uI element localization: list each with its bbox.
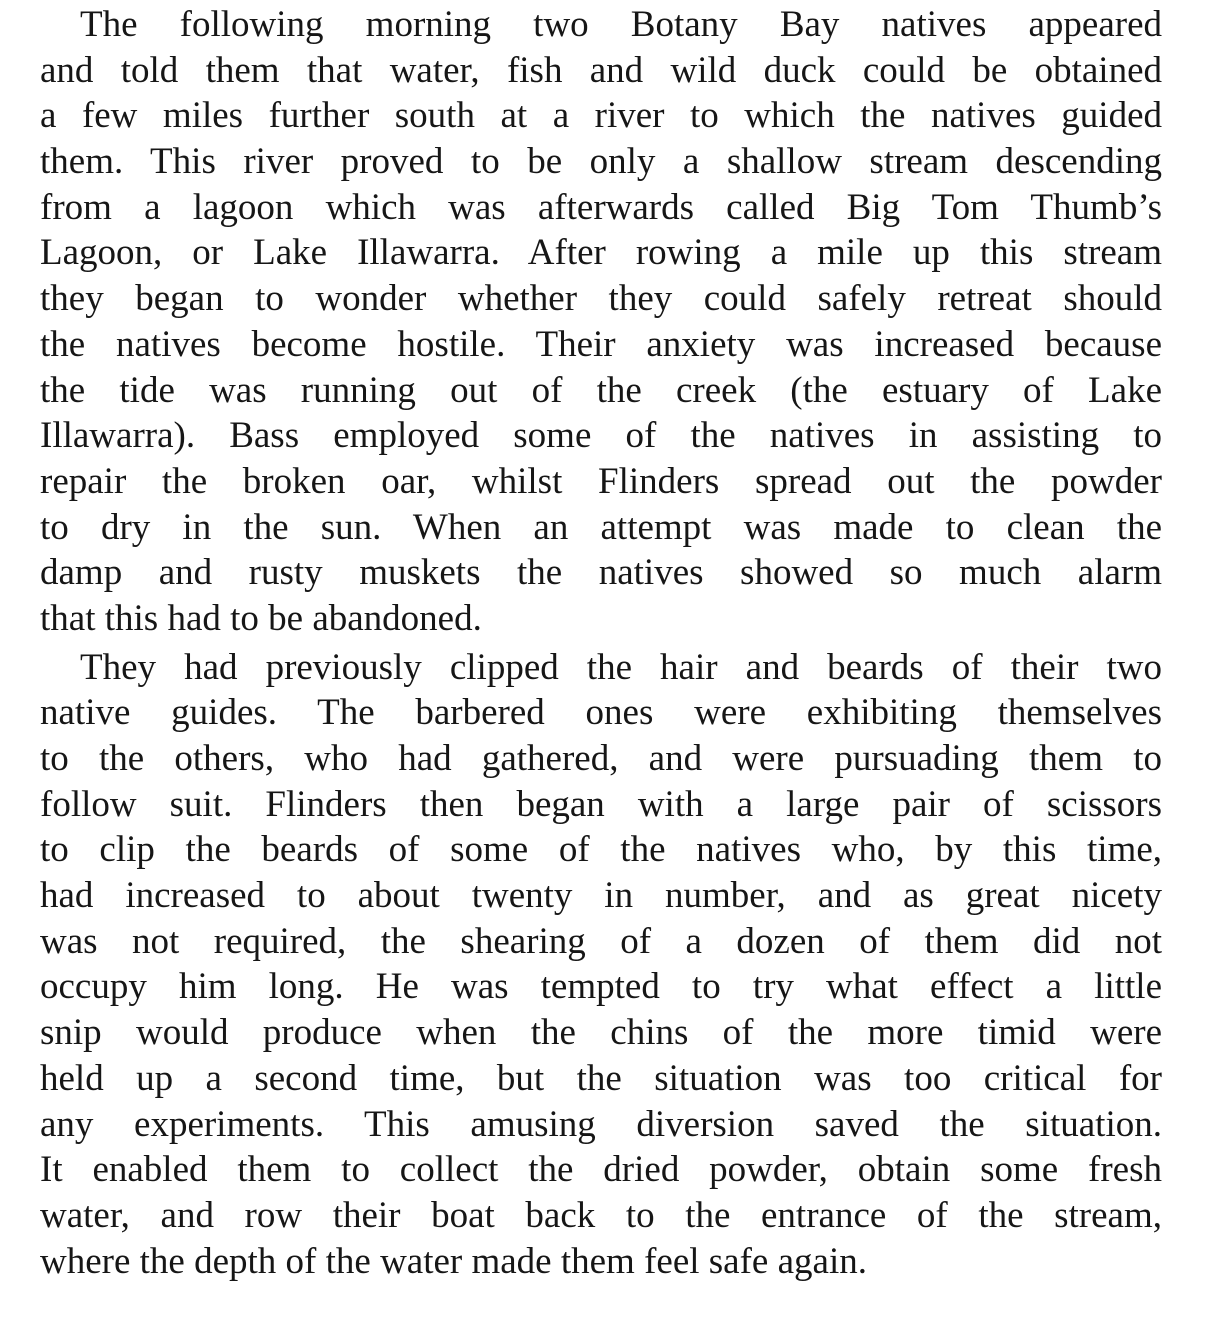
- text-line: any experiments. This amusing diversion saved the situation.: [40, 1103, 1162, 1145]
- text-line: to the others, who had gathered, and were pursuading them to: [40, 738, 1162, 779]
- text-line: native guides. The barbered ones were exhibiting themselves: [40, 692, 1162, 734]
- text-line: held up a second time, but the situation was too critical for: [40, 1057, 1162, 1099]
- text-line: repair the broken oar, whilst Flinders spread out the powder: [40, 460, 1162, 502]
- text-line: Illawarra). Bass employed some of the natives in assisting to: [40, 415, 1162, 457]
- text-line: It enabled them to collect the dried powder, obtain some fresh: [40, 1149, 1162, 1191]
- text-line: where the depth of the water made them feel safe again.: [40, 1240, 867, 1282]
- text-line: follow suit. Flinders then began with a large pair of scissors: [40, 783, 1162, 825]
- text-line: that this had to be abandoned.: [40, 597, 482, 639]
- text-line: They had previously clipped the hair and beards of their two: [80, 646, 1162, 688]
- text-line: to dry in the sun. When an attempt was made to clean the: [40, 506, 1162, 548]
- book-page: [40, 0, 1162, 1318]
- text-line: and told them that water, fish and wild duck could be obtained: [40, 49, 1162, 91]
- text-line: they began to wonder whether they could safely retreat should: [40, 278, 1162, 320]
- paragraph-2: [40, 645, 1162, 1285]
- paragraph-1: [40, 2, 1162, 642]
- text-line: had increased to about twenty in number, and as great nicety: [40, 875, 1162, 917]
- text-line: water, and row their boat back to the entrance of the stream,: [40, 1194, 1162, 1236]
- text-line: them. This river proved to be only a shallow stream descending: [40, 141, 1162, 183]
- text-line: was not required, the shearing of a dozen of them did not: [40, 920, 1162, 962]
- text-line: damp and rusty muskets the natives showed so much alarm: [40, 552, 1162, 594]
- text-line: The following morning two Botany Bay natives appeared: [80, 4, 1162, 45]
- text-line: from a lagoon which was afterwards called Big Tom Thumb’s: [40, 186, 1162, 228]
- text-line: to clip the beards of some of the natives who, by this time,: [40, 829, 1162, 871]
- body-text: [40, 2, 1162, 1284]
- text-line: Lagoon, or Lake Illawarra. After rowing a mile up this stream: [40, 232, 1162, 274]
- text-line: occupy him long. He was tempted to try what effect a little: [40, 966, 1162, 1008]
- text-line: the natives become hostile. Their anxiety was increased because: [40, 323, 1162, 365]
- text-line: snip would produce when the chins of the more timid were: [40, 1012, 1162, 1054]
- text-line: the tide was running out of the creek (the estuary of Lake: [40, 369, 1162, 411]
- text-line: a few miles further south at a river to which the natives guided: [40, 95, 1162, 137]
